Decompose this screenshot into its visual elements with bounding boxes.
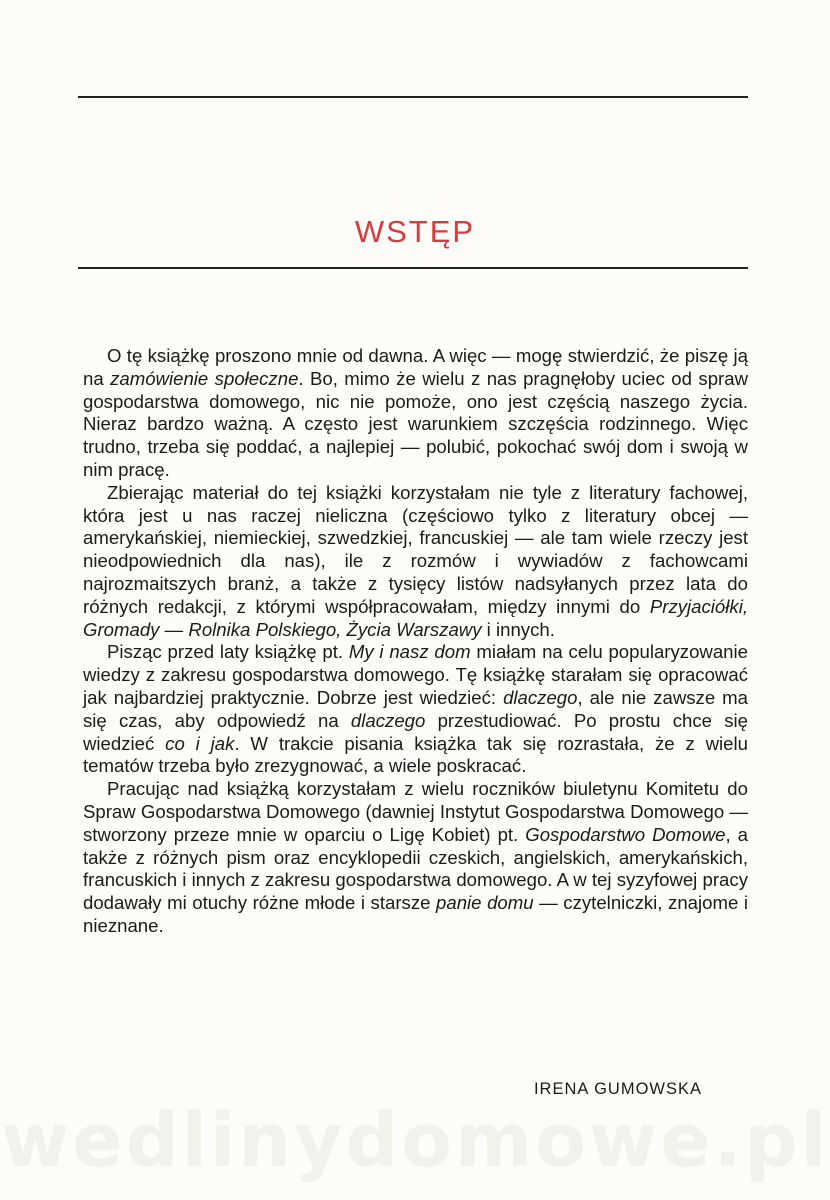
text-segment: . W trakcie pisania książka tak się rozrastała, że z wielu tematów trzeba było zrezygnować, a wiele poskracać. <box>83 732 748 777</box>
paragraph-1 <box>83 345 748 482</box>
italic-segment: co i jak <box>165 732 235 754</box>
italic-segment: dlaczego <box>503 686 578 708</box>
text-segment: i innych. <box>481 618 555 640</box>
watermark: wedlinydomowe.pl <box>1 1098 829 1184</box>
text-segment: Pisząc przed laty książkę pt. <box>107 641 349 663</box>
author-signature: IRENA GUMOWSKA <box>533 1080 702 1098</box>
text-segment: . Bo, mimo że wielu z nas pragnęłoby uciec od spraw gospodarstwa domowego, nic nie pomoże, ono jest częścią naszego życia. Nieraz bardzo ważną. A często jest warunkiem szczęścia rodzinnego. Więc trudno, trzeba się poddać, a najlepiej — polubić, pokochać swój dom i swoją w nim pracę. <box>83 367 748 480</box>
title-underline-rule <box>78 267 748 269</box>
text-segment: przestudiować. Po prostu chce się wiedzieć <box>83 709 748 754</box>
italic-segment: My i nasz dom <box>348 641 471 663</box>
italic-segment: zamówienie społeczne <box>110 367 299 389</box>
paragraph-2 <box>83 482 748 642</box>
italic-segment: Przyjaciółki, Gromady — Rolnika Polskiego, Życia Warszawy <box>83 595 748 640</box>
text-segment: Zbierając materiał do tej książki korzystałam nie tyle z literatury fachowej, która jest u nas raczej nieliczna (częściowo tylko z literatury obcej — amerykańskiej, niemieckiej, szwedzkiej, francuskiej — ale tam wiele rzeczy jest nieodpowiednich dla nas), ile z rozmów i wywiadów z fachowcami najrozmaitszych branż, a także z tysięcy listów nadsyłanych przez lata do różnych redakcji, z którymi współpracowałam, między innymi do <box>83 481 748 617</box>
text-segment: — czytelniczki, znajome i nieznane. <box>83 892 748 936</box>
italic-segment: Gospodarstwo Domowe <box>525 823 726 845</box>
italic-segment: panie domu <box>436 892 534 914</box>
paragraph-4 <box>83 778 748 938</box>
top-rule <box>78 96 748 98</box>
italic-segment: dlaczego <box>350 709 426 731</box>
body-text <box>83 345 748 938</box>
text-segment: Pracując nad książką korzystałam z wielu roczników biuletynu Komitetu do Spraw Gospodarstwa Domowego (dawniej Instytut Gospodarstwa Domowego — stworzony przeze mnie w oparciu o Ligę Kobiet) pt. <box>83 778 748 845</box>
text-segment: O tę książkę proszono mnie od dawna. A więc — mogę stwierdzić, że piszę ją na <box>83 345 748 389</box>
paragraph-3 <box>83 641 748 778</box>
text-segment: , a także z różnych pism oraz encyklopedii czeskich, angielskich, amerykańskich, francuskich i innych z zakresu gospodarstwa domowego. A w tej syzyfowej pracy dodawały mi otuchy różne młode i starsze <box>83 823 748 914</box>
text-segment: miałam na celu popularyzowanie wiedzy z zakresu gospodarstwa domowego. Tę książkę starałam się opracować jak najbardziej praktycznie. Dobrze jest wiedzieć: <box>83 641 748 708</box>
page-title: WSTĘP <box>354 214 476 249</box>
text-segment: , ale nie zawsze ma się czas, aby odpowiedź na <box>83 686 748 731</box>
